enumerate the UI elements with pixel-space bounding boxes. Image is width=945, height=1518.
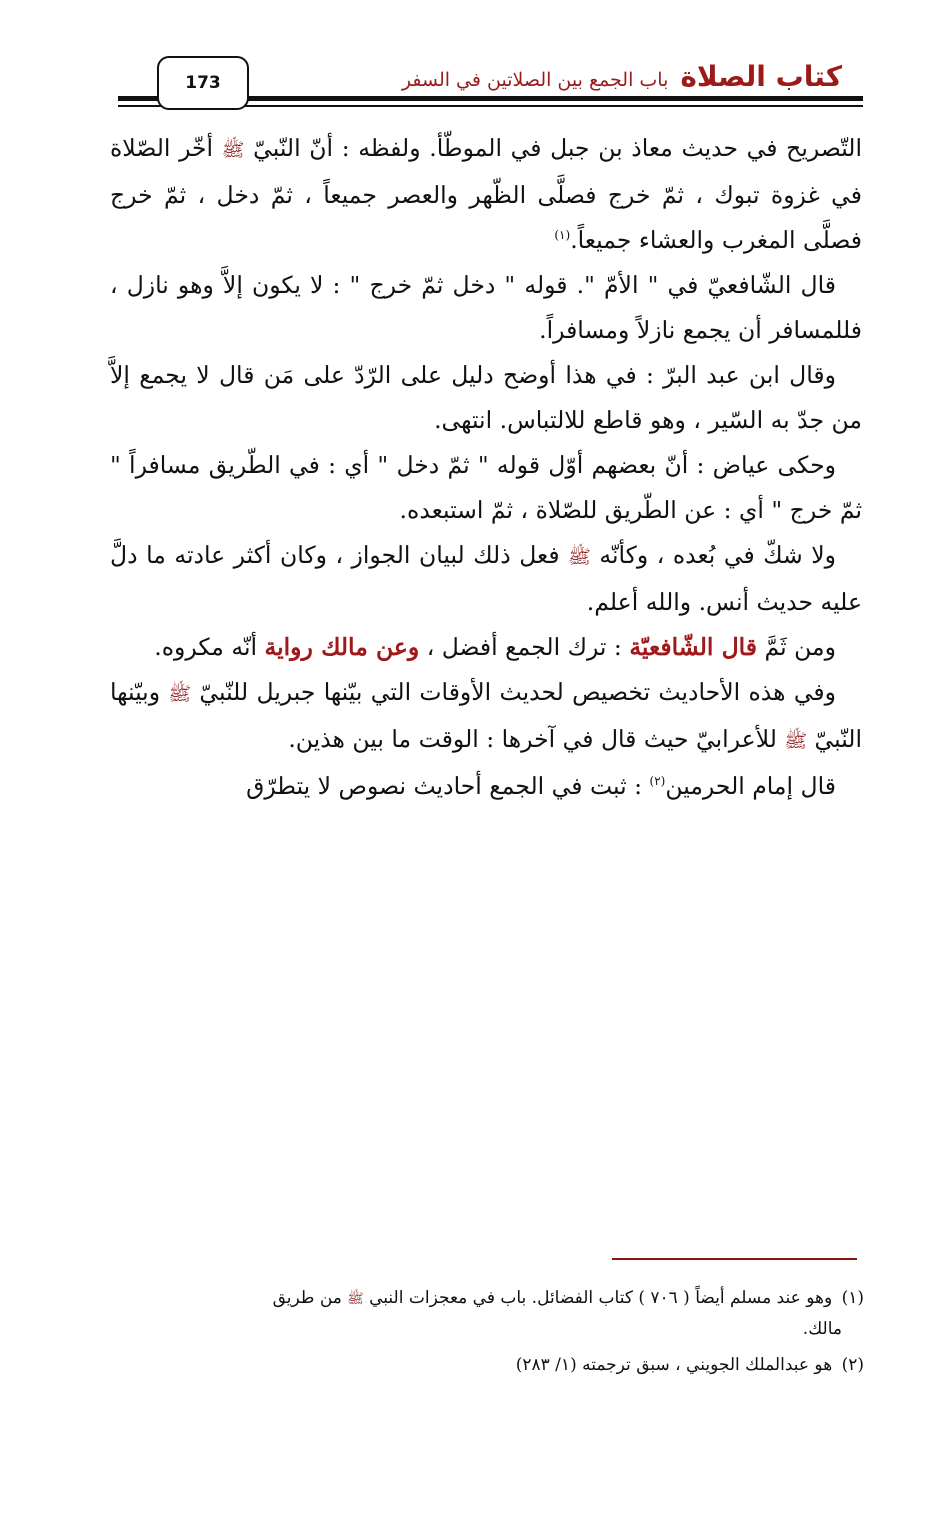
highlight-malik: وعن مالك رواية [264, 633, 420, 661]
paragraph: التّصريح في حديث معاذ بن جبل في الموطّأ. ولفظه : أنّ النّبيّ ﷺ أخّر الصّلاة في غزوة تبوك ، ثمّ خرج فصلَّى الظّهر والعصر جميعاً ، ثمّ دخل ، ثمّ خرج فصلَّى المغرب والعشاء جميعاً.$^{(١)}$ [110, 134, 862, 254]
salawat-glyph: ﷺ [784, 731, 808, 752]
footnote-1: (١) وهو عند مسلم أيضاً ( ٧٠٦ ) كتاب الفضائل. باب في معجزات النبي ﷺ من طريق مالك. [272, 1288, 864, 1339]
footnote-continuation: مالك. [802, 1319, 842, 1339]
footnote-ref-2[interactable]: (٢) [649, 774, 666, 789]
footnote-number: (٢) [841, 1355, 864, 1375]
paragraph: وحكى عياض : أنّ بعضهم أوّل قوله " ثمّ دخل " أي : في الطّريق مسافراً " ثمّ خرج " أي : عن الطّريق للصّلاة ، ثمّ استبعده. [110, 451, 862, 524]
main-text [110, 126, 862, 809]
header-titles [402, 60, 842, 93]
footnote-ref-1[interactable]: (١) [554, 228, 571, 243]
footnote-number: (١) [841, 1288, 864, 1308]
paragraph: وفي هذه الأحاديث تخصيص لحديث الأوقات التي بيّنها جبريل للنّبيّ ﷺ وبيّنها النّبيّ ﷺ للأعرابيّ حيث قال في آخرها : الوقت ما بين هذين. [110, 678, 862, 753]
book-title: كتاب الصلاة [680, 60, 842, 93]
highlight-shafiiyya: قال الشّافعيّة [629, 633, 758, 661]
footnotes [108, 1283, 864, 1386]
footnote-2: (٢) هو عبدالملك الجويني ، سبق ترجمته (١/ ٢٨٣) [515, 1355, 864, 1375]
page-header [110, 56, 862, 116]
salawat-glyph: ﷺ [347, 1291, 364, 1307]
footnote-separator [612, 1258, 857, 1260]
salawat-glyph: ﷺ [221, 140, 245, 161]
salawat-glyph: ﷺ [168, 684, 192, 705]
paragraph: ولا شكّ في بُعده ، وكأنّه ﷺ فعل ذلك لبيان الجواز ، وكان أكثر عادته ما دلَّ عليه حديث أنس. والله أعلم. [110, 541, 862, 616]
paragraph: قال الشّافعيّ في " الأمّ ". قوله " دخل ثمّ خرج " : لا يكون إلاَّ وهو نازل ، فللمسافر أن يجمع نازلاً ومسافراً. [110, 271, 862, 344]
paragraph: ومن ثَمَّ قال الشّافعيّة : ترك الجمع أفضل ، وعن مالك رواية أنّه مكروه. [154, 633, 836, 661]
chapter-title: باب الجمع بين الصلاتين في السفر [401, 69, 669, 91]
paragraph: وقال ابن عبد البرّ : في هذا أوضح دليل على الرّدّ على مَن قال لا يجمع إلاَّ من جدّ به السّير ، وهو قاطع للالتباس. انتهى. [110, 361, 862, 434]
salawat-glyph: ﷺ [568, 547, 591, 568]
paragraph: قال إمام الحرمين$^{(٢)}$ : ثبت في الجمع أحاديث نصوص لا يتطرّق [246, 772, 836, 800]
page-number: 173 [157, 56, 249, 110]
